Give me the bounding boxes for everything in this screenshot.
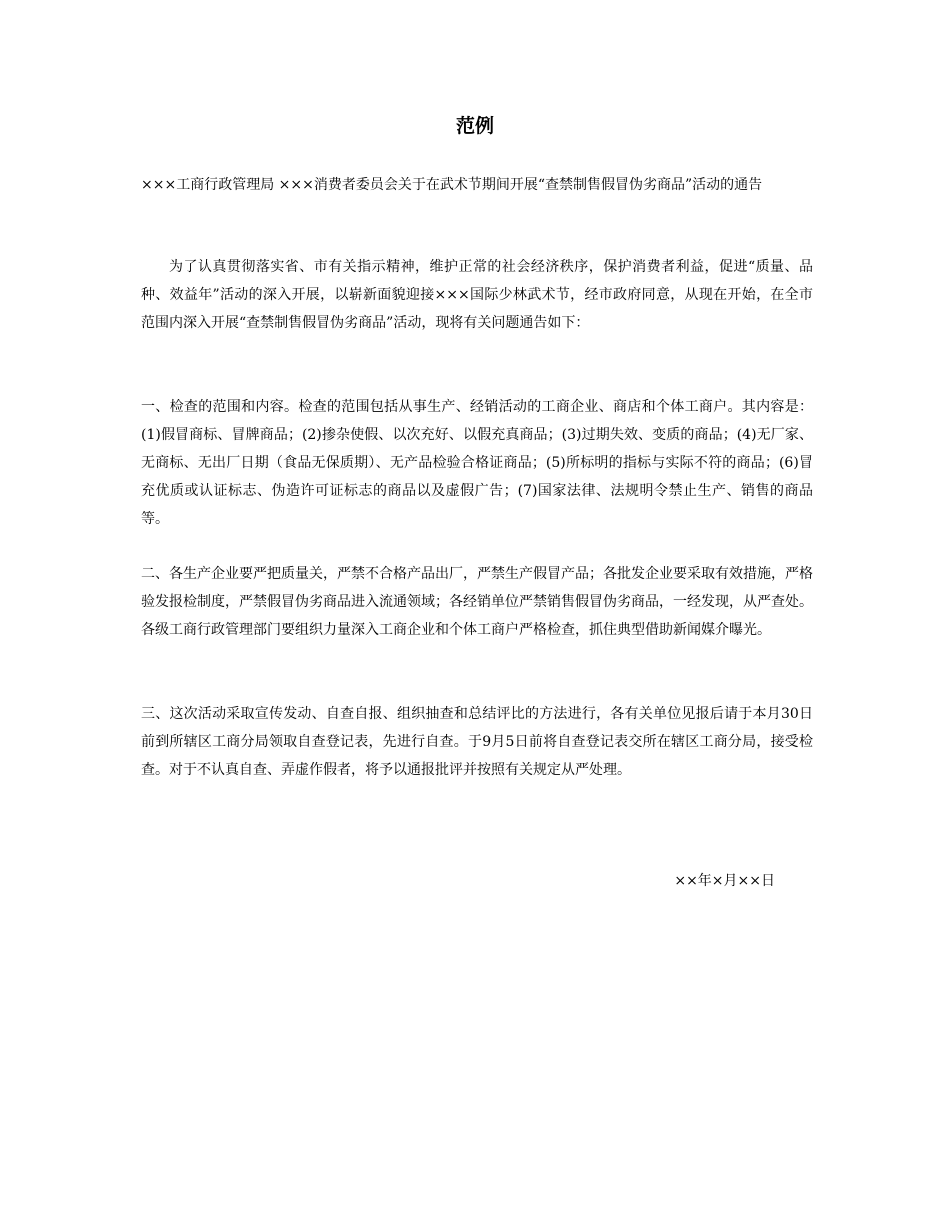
section-1-paragraph: 一、检查的范围和内容。检查的范围包括从事生产、经销活动的工商企业、商店和个体工商户。其内容是：(1)假冒商标、冒牌商品；(2)掺杂使假、以次充好、以假充真商品；(3)过期失效、变质的商品；(4)无厂家、无商标、无出厂日期（食品无保质期）、无产品检验合格证商品；(5)所标明的指标与实际不符的商品；(6)冒充优质或认证标志、伪造许可证标志的商品以及虚假广告；(7)国家法律、法规明令禁止生产、销售的商品等。 — [141, 399, 813, 527]
intro-paragraph: 为了认真贯彻落实省、市有关指示精神，维护正常的社会经济秩序，保护消费者利益，促进“质量、品种、效益年”活动的深入开展，以崭新面貌迎接×××国际少林武术节，经市政府同意，从现在开始，在全市范围内深入开展“查禁制售假冒伪劣商品”活动，现将有关问题通告如下： — [141, 259, 813, 331]
document-date: ××年×月××日 — [674, 873, 775, 889]
section-2-paragraph: 二、各生产企业要严把质量关，严禁不合格产品出厂，严禁生产假冒产品；各批发企业要采取有效措施，严格验发报检制度，严禁假冒伪劣商品进入流通领域；各经销单位严禁销售假冒伪劣商品，一经发现，从严查处。各级工商行政管理部门要组织力量深入工商企业和个体工商户严格检查，抓住典型借助新闻媒介曝光。 — [141, 566, 813, 638]
section-3-paragraph: 三、这次活动采取宣传发动、自查自报、组织抽查和总结评比的方法进行，各有关单位见报后请于本月30日前到所辖区工商分局领取自查登记表，先进行自查。于9月5日前将自查登记表交所在辖区工商分局，接受检查。对于不认真自查、弄虚作假者，将予以通报批评并按照有关规定从严处理。 — [141, 706, 813, 778]
notice-subject: ×××工商行政管理局 ×××消费者委员会关于在武术节期间开展“查禁制售假冒伪劣商品”活动的通告 — [141, 177, 763, 193]
document-title: 范例 — [455, 115, 494, 137]
